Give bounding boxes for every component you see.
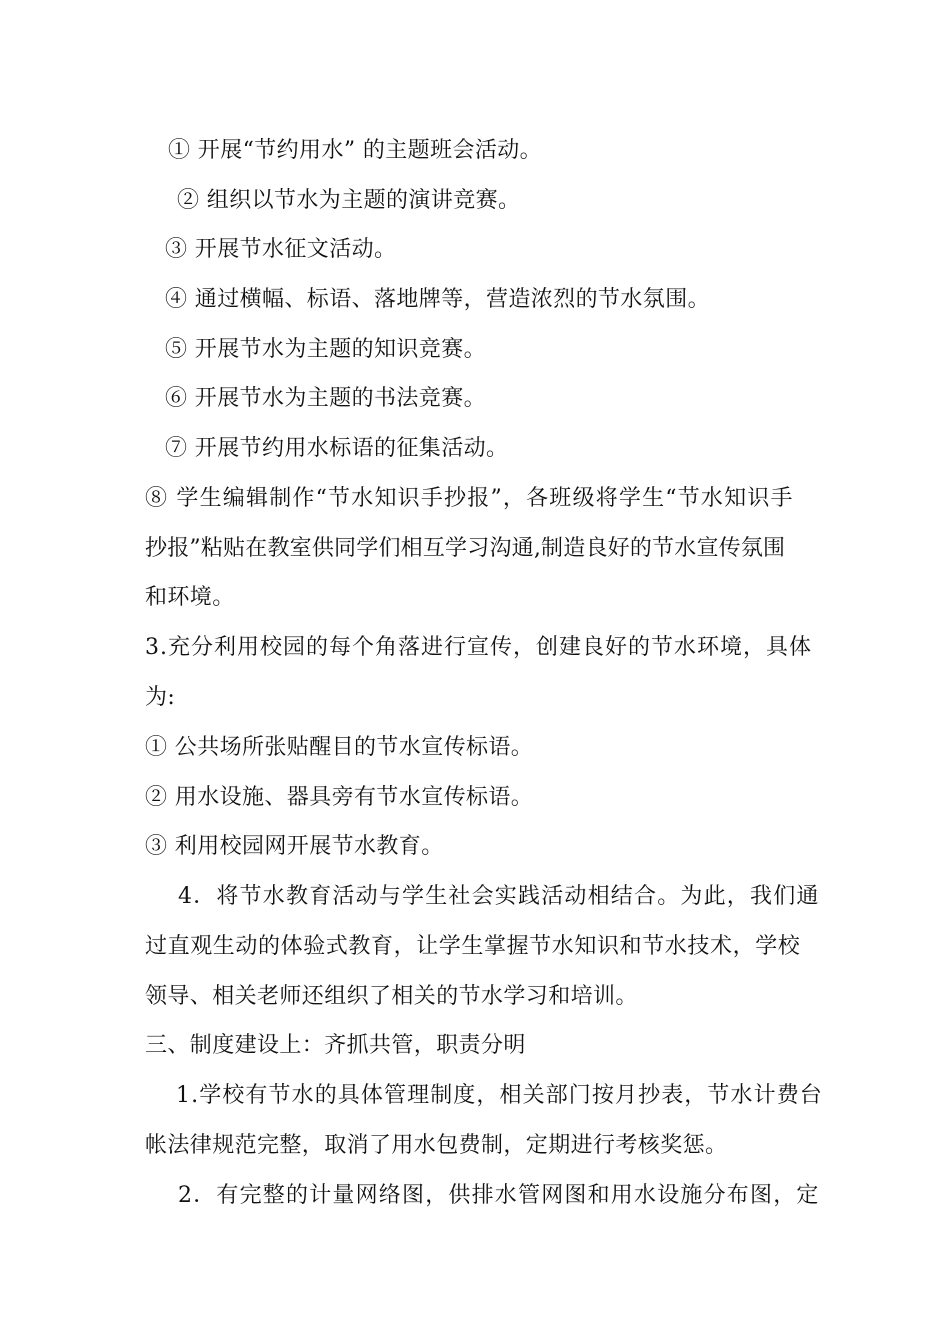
text-line-1: ① 开展“节约用水” 的主题班会活动。: [168, 138, 543, 163]
text-line-16: 4．将节水教育活动与学生社会实践活动相结合。为此，我们通: [178, 884, 820, 909]
text-line-8: ⑧ 学生编辑制作“节水知识手抄报”，各班级将学生“节水知识手: [145, 486, 794, 511]
text-line-18: 领导、相关老师还组织了相关的节水学习和培训。: [145, 984, 638, 1009]
text-line-14: ② 用水设施、器具旁有节水宣传标语。: [145, 785, 534, 810]
text-line-2: ② 组织以节水为主题的演讲竞赛。: [177, 188, 521, 213]
text-line-3: ③ 开展节水征文活动。: [165, 237, 397, 262]
text-line-15: ③ 利用校园网开展节水教育。: [145, 834, 444, 859]
text-line-22: 2．有完整的计量网络图，供排水管网图和用水设施分布图，定: [178, 1183, 820, 1208]
text-line-9: 抄报”粘贴在教室供同学们相互学习沟通,制造良好的节水宣传氛围: [145, 536, 786, 561]
text-line-17: 过直观生动的体验式教育，让学生掌握节水知识和节水技术，学校: [145, 934, 801, 959]
text-line-5: ⑤ 开展节水为主题的知识竞赛。: [165, 337, 486, 362]
text-line-12: 为:: [145, 685, 176, 710]
text-line-20: 1.学校有节水的具体管理制度，相关部门按月抄表，节水计费台: [176, 1083, 823, 1108]
text-line-13: ① 公共场所张贴醒目的节水宣传标语。: [145, 735, 534, 760]
text-line-4: ④ 通过横幅、标语、落地牌等，营造浓烈的节水氛围。: [165, 287, 710, 312]
text-line-21: 帐法律规范完整，取消了用水包费制，定期进行考核奖惩。: [145, 1133, 728, 1158]
text-line-7: ⑦ 开展节约用水标语的征集活动。: [165, 436, 509, 461]
text-line-11: 3.充分利用校园的每个角落进行宣传，创建良好的节水环境，具体: [145, 635, 812, 660]
text-line-10: 和环境。: [145, 585, 235, 610]
text-line-6: ⑥ 开展节水为主题的书法竞赛。: [165, 386, 486, 411]
section-heading: 三、制度建设上：齐抓共管，职责分明: [145, 1033, 526, 1058]
